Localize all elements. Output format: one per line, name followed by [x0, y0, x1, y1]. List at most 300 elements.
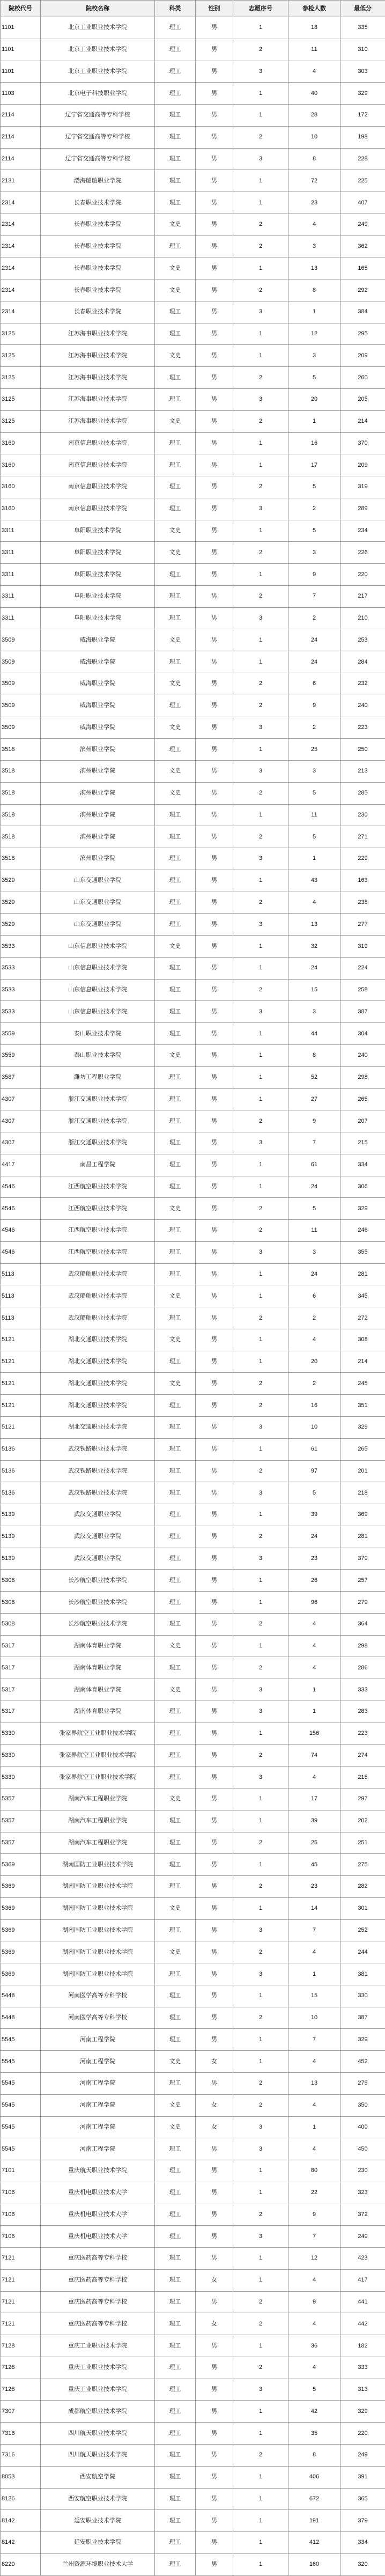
school-name-cell: 湖南体育职业学院 — [41, 1679, 155, 1701]
school-name-cell: 湖北交通职业技术学院 — [41, 1329, 155, 1351]
category-cell: 理工 — [155, 1154, 196, 1176]
gender-cell: 男 — [196, 2357, 233, 2379]
preference-order-cell: 2 — [233, 2313, 288, 2335]
examinee-count-cell: 12 — [288, 2248, 340, 2270]
preference-order-cell: 1 — [233, 1854, 288, 1876]
category-cell: 文史 — [155, 257, 196, 279]
school-code-cell: 1101 — [1, 17, 41, 39]
school-code-cell: 3587 — [1, 1066, 41, 1088]
table-row — [1, 2357, 385, 2379]
gender-cell: 男 — [196, 2444, 233, 2466]
preference-order-cell: 2 — [233, 1941, 288, 1963]
min-score-cell: 281 — [340, 1263, 385, 1285]
examinee-count-cell: 5 — [288, 826, 340, 848]
table-row — [1, 498, 385, 520]
category-cell: 理工 — [155, 367, 196, 389]
min-score-cell: 423 — [340, 2248, 385, 2270]
gender-cell: 男 — [196, 83, 233, 105]
school-name-cell: 浙江交通职业技术学院 — [41, 1088, 155, 1110]
preference-order-cell: 2 — [233, 1876, 288, 1898]
school-name-cell: 湖南体育职业学院 — [41, 1635, 155, 1657]
examinee-count-cell: 25 — [288, 739, 340, 761]
school-code-cell: 3160 — [1, 432, 41, 454]
gender-cell: 男 — [196, 1285, 233, 1307]
examinee-count-cell: 9 — [288, 564, 340, 586]
preference-order-cell: 1 — [233, 2510, 288, 2532]
table-row — [1, 629, 385, 651]
table-row — [1, 1504, 385, 1526]
min-score-cell: 245 — [340, 1373, 385, 1395]
gender-cell: 男 — [196, 192, 233, 214]
school-code-cell: 4546 — [1, 1176, 41, 1198]
table-row — [1, 1657, 385, 1679]
min-score-cell: 223 — [340, 1723, 385, 1745]
gender-cell: 男 — [196, 1789, 233, 1810]
school-name-cell: 长沙航空职业技术学院 — [41, 1592, 155, 1614]
category-cell: 文史 — [155, 936, 196, 958]
preference-order-cell: 1 — [233, 2029, 288, 2051]
examinee-count-cell: 2 — [288, 1373, 340, 1395]
category-cell: 文史 — [155, 279, 196, 301]
table-row — [1, 2269, 385, 2291]
table-row — [1, 39, 385, 61]
category-cell: 理工 — [155, 892, 196, 914]
school-code-cell: 3509 — [1, 717, 41, 739]
school-name-cell: 辽宁省交通高等专科学校 — [41, 126, 155, 148]
min-score-cell: 182 — [340, 2335, 385, 2357]
school-name-cell: 重庆机电职业技术大学 — [41, 2204, 155, 2226]
school-name-cell: 辽宁省交通高等专科学校 — [41, 148, 155, 170]
school-code-cell: 3559 — [1, 1044, 41, 1066]
min-score-cell: 238 — [340, 892, 385, 914]
examinee-count-cell: 23 — [288, 192, 340, 214]
min-score-cell: 281 — [340, 1526, 385, 1548]
table-row — [1, 1897, 385, 1919]
table-row — [1, 1985, 385, 2007]
category-cell: 理工 — [155, 2466, 196, 2488]
school-name-cell: 湖北交通职业技术学院 — [41, 1395, 155, 1417]
school-code-cell: 2314 — [1, 192, 41, 214]
examinee-count-cell: 7 — [288, 585, 340, 607]
examinee-count-cell: 25 — [288, 1832, 340, 1854]
table-row — [1, 979, 385, 1001]
school-code-cell: 7106 — [1, 2182, 41, 2204]
min-score-cell: 163 — [340, 870, 385, 892]
min-score-cell: 285 — [340, 782, 385, 804]
school-name-cell: 滨州职业学院 — [41, 826, 155, 848]
preference-order-cell: 3 — [233, 498, 288, 520]
preference-order-cell: 1 — [233, 1985, 288, 2007]
min-score-cell: 249 — [340, 214, 385, 235]
examinee-count-cell: 39 — [288, 1504, 340, 1526]
preference-order-cell: 1 — [233, 2532, 288, 2554]
examinee-count-cell: 4 — [288, 2269, 340, 2291]
preference-order-cell: 1 — [233, 1438, 288, 1460]
preference-order-cell: 3 — [233, 61, 288, 83]
category-cell: 理工 — [155, 1963, 196, 1985]
school-name-cell: 张家界航空工业职业技术学院 — [41, 1767, 155, 1789]
examinee-count-cell: 3 — [288, 761, 340, 783]
table-row — [1, 279, 385, 301]
preference-order-cell: 3 — [233, 1919, 288, 1941]
preference-order-cell: 1 — [233, 1592, 288, 1614]
school-name-cell: 武汉交通职业学院 — [41, 1548, 155, 1570]
school-name-cell: 湖南汽车工程职业学院 — [41, 1832, 155, 1854]
school-name-cell: 北京工业职业技术学院 — [41, 61, 155, 83]
preference-order-cell: 3 — [233, 389, 288, 411]
table-row — [1, 367, 385, 389]
school-code-cell: 4546 — [1, 1198, 41, 1220]
preference-order-cell: 3 — [233, 717, 288, 739]
category-cell: 理工 — [155, 170, 196, 192]
school-name-cell: 山东信息职业技术学院 — [41, 979, 155, 1001]
examinee-count-cell: 23 — [288, 1876, 340, 1898]
examinee-count-cell: 9 — [288, 1110, 340, 1132]
table-row — [1, 717, 385, 739]
school-code-cell: 3160 — [1, 454, 41, 476]
preference-order-cell: 2 — [233, 585, 288, 607]
examinee-count-cell: 15 — [288, 1985, 340, 2007]
school-code-cell: 5330 — [1, 1767, 41, 1789]
examinee-count-cell: 7 — [288, 2226, 340, 2248]
category-cell: 文史 — [155, 345, 196, 367]
min-score-cell: 284 — [340, 651, 385, 673]
gender-cell: 男 — [196, 1679, 233, 1701]
preference-order-cell: 1 — [233, 1635, 288, 1657]
table-row — [1, 1592, 385, 1614]
table-row — [1, 520, 385, 542]
preference-order-cell: 2 — [233, 39, 288, 61]
school-code-cell: 4546 — [1, 1241, 41, 1263]
school-name-cell: 武汉铁路职业技术学院 — [41, 1460, 155, 1482]
school-name-cell: 河南工程学院 — [41, 2138, 155, 2160]
school-name-cell: 重庆机电职业技术大学 — [41, 2182, 155, 2204]
school-code-cell: 7106 — [1, 2226, 41, 2248]
school-name-cell: 湖南国防工业职业技术学院 — [41, 1854, 155, 1876]
category-cell: 理工 — [155, 739, 196, 761]
examinee-count-cell: 24 — [288, 1263, 340, 1285]
min-score-cell: 253 — [340, 629, 385, 651]
school-name-cell: 湖南体育职业学院 — [41, 1701, 155, 1723]
gender-cell: 男 — [196, 1504, 233, 1526]
min-score-cell: 333 — [340, 2357, 385, 2379]
examinee-count-cell: 5 — [288, 1482, 340, 1504]
school-code-cell: 7121 — [1, 2291, 41, 2313]
min-score-cell: 265 — [340, 1438, 385, 1460]
gender-cell: 男 — [196, 2553, 233, 2575]
examinee-count-cell: 8 — [288, 279, 340, 301]
table-row — [1, 1001, 385, 1023]
category-cell: 理工 — [155, 1066, 196, 1088]
gender-cell: 男 — [196, 1023, 233, 1045]
gender-cell: 男 — [196, 1132, 233, 1154]
preference-order-cell: 1 — [233, 804, 288, 826]
school-name-cell: 江苏海事职业技术学院 — [41, 389, 155, 411]
examinee-count-cell: 2 — [288, 607, 340, 629]
gender-cell: 女 — [196, 2116, 233, 2138]
preference-order-cell: 3 — [233, 1001, 288, 1023]
table-row — [1, 2204, 385, 2226]
preference-order-cell: 1 — [233, 257, 288, 279]
gender-cell: 男 — [196, 1613, 233, 1635]
school-code-cell: 4546 — [1, 1220, 41, 1242]
table-row — [1, 782, 385, 804]
table-row — [1, 2335, 385, 2357]
school-name-cell: 重庆工业职业技术学院 — [41, 2335, 155, 2357]
examinee-count-cell: 4 — [288, 2094, 340, 2116]
gender-cell: 男 — [196, 1482, 233, 1504]
examinee-count-cell: 39 — [288, 1810, 340, 1832]
table-row — [1, 564, 385, 586]
examinee-count-cell: 20 — [288, 1351, 340, 1373]
min-score-cell: 258 — [340, 979, 385, 1001]
school-name-cell: 江苏海事职业技术学院 — [41, 345, 155, 367]
min-score-cell: 323 — [340, 2182, 385, 2204]
examinee-count-cell: 24 — [288, 1176, 340, 1198]
school-code-cell: 7128 — [1, 2335, 41, 2357]
school-name-cell: 张家界航空工业职业技术学院 — [41, 1723, 155, 1745]
examinee-count-cell: 156 — [288, 1723, 340, 1745]
school-code-cell: 5136 — [1, 1460, 41, 1482]
category-cell: 理工 — [155, 1613, 196, 1635]
preference-order-cell: 3 — [233, 761, 288, 783]
examinee-count-cell: 4 — [288, 214, 340, 235]
category-cell: 文史 — [155, 1941, 196, 1963]
table-row — [1, 1854, 385, 1876]
examinee-count-cell: 2 — [288, 1307, 340, 1329]
min-score-cell: 274 — [340, 1745, 385, 1767]
school-code-cell: 5139 — [1, 1548, 41, 1570]
school-code-cell: 3533 — [1, 936, 41, 958]
gender-cell: 男 — [196, 1701, 233, 1723]
table-row — [1, 1548, 385, 1570]
school-name-cell: 南昌工程学院 — [41, 1154, 155, 1176]
preference-order-cell: 3 — [233, 1482, 288, 1504]
school-name-cell: 湖北交通职业技术学院 — [41, 1373, 155, 1395]
examinee-count-cell: 27 — [288, 1088, 340, 1110]
min-score-cell: 313 — [340, 2379, 385, 2401]
table-row — [1, 673, 385, 695]
category-cell: 文史 — [155, 761, 196, 783]
school-name-cell: 武汉铁路职业技术学院 — [41, 1438, 155, 1460]
school-code-cell: 5308 — [1, 1592, 41, 1614]
school-code-cell: 7106 — [1, 2204, 41, 2226]
gender-cell: 男 — [196, 892, 233, 914]
table-row — [1, 804, 385, 826]
gender-cell: 男 — [196, 1263, 233, 1285]
preference-order-cell: 1 — [233, 345, 288, 367]
category-cell: 理工 — [155, 1723, 196, 1745]
gender-cell: 男 — [196, 607, 233, 629]
min-score-cell: 297 — [340, 1789, 385, 1810]
gender-cell: 男 — [196, 2248, 233, 2270]
school-name-cell: 滨州职业学院 — [41, 782, 155, 804]
gender-cell: 男 — [196, 739, 233, 761]
school-name-cell: 山东交通职业学院 — [41, 914, 155, 936]
preference-order-cell: 1 — [233, 870, 288, 892]
school-name-cell: 武汉船舶职业技术学院 — [41, 1285, 155, 1307]
examinee-count-cell: 6 — [288, 1285, 340, 1307]
gender-cell: 男 — [196, 1723, 233, 1745]
school-code-cell: 5136 — [1, 1482, 41, 1504]
examinee-count-cell: 26 — [288, 1570, 340, 1592]
min-score-cell: 230 — [340, 2160, 385, 2182]
category-cell: 理工 — [155, 2138, 196, 2160]
preference-order-cell: 1 — [233, 1723, 288, 1745]
gender-cell: 男 — [196, 914, 233, 936]
gender-cell: 男 — [196, 214, 233, 235]
examinee-count-cell: 52 — [288, 1066, 340, 1088]
examinee-count-cell: 1 — [288, 2116, 340, 2138]
preference-order-cell: 1 — [233, 2269, 288, 2291]
min-score-cell: 250 — [340, 739, 385, 761]
preference-order-cell: 1 — [233, 936, 288, 958]
category-cell: 理工 — [155, 914, 196, 936]
table-row — [1, 1395, 385, 1417]
school-name-cell: 渤海船舶职业学院 — [41, 170, 155, 192]
examinee-count-cell: 4 — [288, 2313, 340, 2335]
category-cell: 理工 — [155, 1985, 196, 2007]
preference-order-cell: 3 — [233, 1679, 288, 1701]
gender-cell: 男 — [196, 2335, 233, 2357]
header-min-score: 最低分 — [340, 1, 385, 17]
preference-order-cell: 1 — [233, 1329, 288, 1351]
school-code-cell: 7121 — [1, 2248, 41, 2270]
preference-order-cell: 2 — [233, 279, 288, 301]
table-row — [1, 936, 385, 958]
gender-cell: 男 — [196, 1460, 233, 1482]
min-score-cell: 387 — [340, 1001, 385, 1023]
min-score-cell: 329 — [340, 1198, 385, 1220]
category-cell: 理工 — [155, 2029, 196, 2051]
gender-cell: 男 — [196, 520, 233, 542]
school-code-cell: 4307 — [1, 1088, 41, 1110]
category-cell: 理工 — [155, 2072, 196, 2094]
table-row — [1, 739, 385, 761]
min-score-cell: 198 — [340, 126, 385, 148]
preference-order-cell: 1 — [233, 2466, 288, 2488]
examinee-count-cell: 16 — [288, 1395, 340, 1417]
examinee-count-cell: 10 — [288, 126, 340, 148]
min-score-cell: 319 — [340, 936, 385, 958]
category-cell: 理工 — [155, 2007, 196, 2029]
min-score-cell: 228 — [340, 148, 385, 170]
category-cell: 理工 — [155, 695, 196, 717]
preference-order-cell: 1 — [233, 520, 288, 542]
school-name-cell: 北京电子科技职业学院 — [41, 83, 155, 105]
school-code-cell: 7121 — [1, 2313, 41, 2335]
table-row — [1, 1263, 385, 1285]
school-code-cell: 5545 — [1, 2138, 41, 2160]
header-category: 科类 — [155, 1, 196, 17]
min-score-cell: 214 — [340, 410, 385, 432]
table-row — [1, 1220, 385, 1242]
preference-order-cell: 1 — [233, 1285, 288, 1307]
gender-cell: 男 — [196, 1941, 233, 1963]
table-row — [1, 1723, 385, 1745]
table-row — [1, 1044, 385, 1066]
category-cell: 理工 — [155, 2291, 196, 2313]
school-code-cell: 7128 — [1, 2379, 41, 2401]
min-score-cell: 275 — [340, 1854, 385, 1876]
table-row — [1, 1745, 385, 1767]
gender-cell: 男 — [196, 1220, 233, 1242]
school-code-cell: 5113 — [1, 1307, 41, 1329]
preference-order-cell: 3 — [233, 2138, 288, 2160]
table-row — [1, 1351, 385, 1373]
table-row — [1, 301, 385, 323]
table-row — [1, 1526, 385, 1548]
table-row — [1, 1088, 385, 1110]
preference-order-cell: 3 — [233, 1963, 288, 1985]
examinee-count-cell: 4 — [288, 2051, 340, 2073]
gender-cell: 男 — [196, 542, 233, 564]
table-row — [1, 1679, 385, 1701]
preference-order-cell: 1 — [233, 1789, 288, 1810]
school-name-cell: 北京工业职业技术学院 — [41, 17, 155, 39]
gender-cell: 男 — [196, 2291, 233, 2313]
examinee-count-cell: 61 — [288, 1438, 340, 1460]
category-cell: 理工 — [155, 1526, 196, 1548]
school-code-cell: 2314 — [1, 214, 41, 235]
min-score-cell: 265 — [340, 1088, 385, 1110]
examinee-count-cell: 1 — [288, 1963, 340, 1985]
table-row — [1, 2094, 385, 2116]
category-cell: 理工 — [155, 1919, 196, 1941]
min-score-cell: 277 — [340, 914, 385, 936]
school-name-cell: 江西航空职业技术学院 — [41, 1198, 155, 1220]
category-cell: 理工 — [155, 454, 196, 476]
table-row — [1, 1460, 385, 1482]
school-name-cell: 长春职业技术学院 — [41, 279, 155, 301]
school-name-cell: 滨州职业学院 — [41, 761, 155, 783]
category-cell: 文史 — [155, 520, 196, 542]
preference-order-cell: 3 — [233, 148, 288, 170]
examinee-count-cell: 11 — [288, 804, 340, 826]
min-score-cell: 271 — [340, 826, 385, 848]
school-code-cell: 2314 — [1, 279, 41, 301]
school-code-cell: 5545 — [1, 2094, 41, 2116]
table-row — [1, 432, 385, 454]
school-name-cell: 河南医学高等专科学校 — [41, 1985, 155, 2007]
gender-cell: 女 — [196, 2094, 233, 2116]
gender-cell: 男 — [196, 1066, 233, 1088]
table-row — [1, 1919, 385, 1941]
category-cell: 理工 — [155, 1110, 196, 1132]
category-cell: 理工 — [155, 1417, 196, 1439]
school-name-cell: 湖南国防工业职业技术学院 — [41, 1963, 155, 1985]
school-code-cell: 5317 — [1, 1701, 41, 1723]
preference-order-cell: 2 — [233, 1526, 288, 1548]
min-score-cell: 319 — [340, 476, 385, 498]
examinee-count-cell: 4 — [288, 1941, 340, 1963]
school-code-cell: 4417 — [1, 1154, 41, 1176]
school-code-cell: 4307 — [1, 1110, 41, 1132]
school-name-cell: 山东信息职业技术学院 — [41, 957, 155, 979]
examinee-count-cell: 5 — [288, 476, 340, 498]
min-score-cell: 257 — [340, 1570, 385, 1592]
header-school-code: 院校代号 — [1, 1, 41, 17]
school-name-cell: 重庆医药高等专科学校 — [41, 2248, 155, 2270]
min-score-cell: 283 — [340, 1701, 385, 1723]
school-name-cell: 河南工程学院 — [41, 2051, 155, 2073]
school-code-cell: 3518 — [1, 804, 41, 826]
category-cell: 理工 — [155, 979, 196, 1001]
category-cell: 理工 — [155, 957, 196, 979]
school-code-cell: 5369 — [1, 1963, 41, 1985]
gender-cell: 男 — [196, 301, 233, 323]
header-gender: 性别 — [196, 1, 233, 17]
